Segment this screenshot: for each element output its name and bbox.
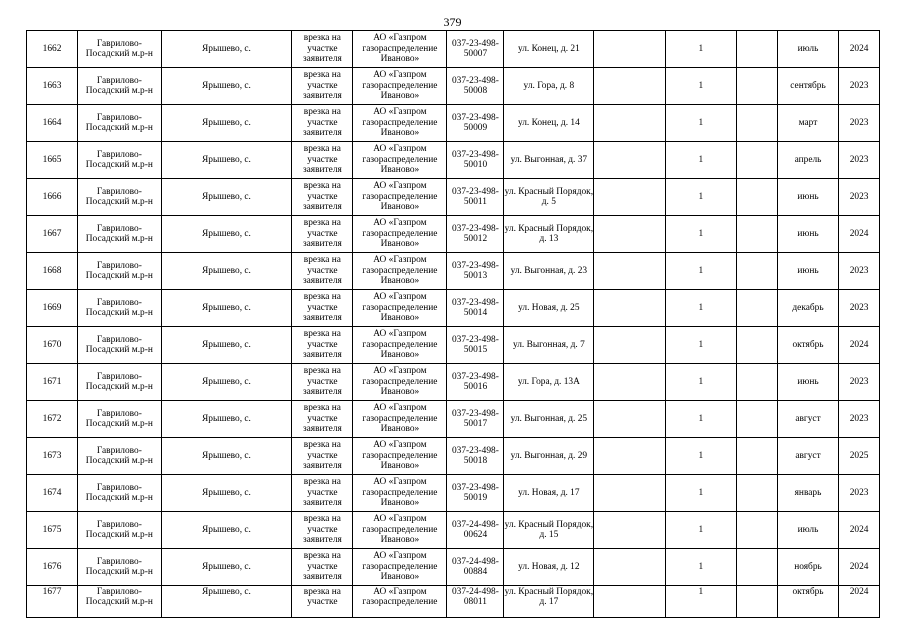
quantity-cell: 1: [665, 475, 736, 512]
empty-cell: [594, 364, 665, 401]
address-cell: ул. Новая, д. 12: [504, 549, 594, 586]
month-cell: октябрь: [777, 586, 838, 618]
table-body: [27, 31, 880, 618]
quantity-cell: 1: [665, 364, 736, 401]
settlement-cell: Ярышево, с.: [161, 31, 292, 68]
settlement-cell: Ярышево, с.: [161, 105, 292, 142]
row-number-cell: 1677: [27, 586, 78, 618]
address-cell: ул. Новая, д. 17: [504, 475, 594, 512]
year-cell: 2024: [839, 586, 880, 618]
settlement-cell: Ярышево, с.: [161, 401, 292, 438]
district-cell: Гаврилово-Посадский м.р-н: [78, 327, 162, 364]
settlement-cell: Ярышево, с.: [161, 216, 292, 253]
empty-cell: [594, 586, 665, 618]
empty-cell: [737, 475, 778, 512]
address-cell: ул. Красный Порядок, д. 15: [504, 512, 594, 549]
empty-cell: [737, 364, 778, 401]
object-code-cell: 037-23-498-50019: [447, 475, 504, 512]
empty-cell: [737, 31, 778, 68]
object-code-cell: 037-23-498-50017: [447, 401, 504, 438]
organization-cell: АО «Газпром газораспределение Иваново»: [353, 290, 447, 327]
object-code-cell: 037-23-498-50010: [447, 142, 504, 179]
organization-cell: АО «Газпром газораспределение Иваново»: [353, 549, 447, 586]
row-number-cell: 1676: [27, 549, 78, 586]
object-code-cell: 037-23-498-50014: [447, 290, 504, 327]
empty-cell: [594, 401, 665, 438]
row-number-cell: 1664: [27, 105, 78, 142]
month-cell: апрель: [777, 142, 838, 179]
work-type-cell: врезка на участке заявителя: [292, 179, 353, 216]
district-cell: Гаврилово-Посадский м.р-н: [78, 290, 162, 327]
organization-cell: АО «Газпром газораспределение Иваново»: [353, 401, 447, 438]
settlement-cell: Ярышево, с.: [161, 142, 292, 179]
work-type-cell: врезка на участке заявителя: [292, 31, 353, 68]
quantity-cell: 1: [665, 401, 736, 438]
row-number-cell: 1666: [27, 179, 78, 216]
empty-cell: [594, 68, 665, 105]
work-type-cell: врезка на участке заявителя: [292, 475, 353, 512]
quantity-cell: 1: [665, 438, 736, 475]
table-row: [27, 549, 880, 586]
district-cell: Гаврилово-Посадский м.р-н: [78, 364, 162, 401]
settlement-cell: Ярышево, с.: [161, 438, 292, 475]
district-cell: Гаврилово-Посадский м.р-н: [78, 475, 162, 512]
empty-cell: [594, 142, 665, 179]
organization-cell: АО «Газпром газораспределение Иваново»: [353, 179, 447, 216]
empty-cell: [594, 290, 665, 327]
empty-cell: [594, 253, 665, 290]
empty-cell: [737, 327, 778, 364]
empty-cell: [594, 216, 665, 253]
month-cell: октябрь: [777, 327, 838, 364]
empty-cell: [737, 253, 778, 290]
settlement-cell: Ярышево, с.: [161, 475, 292, 512]
work-type-cell: врезка на участке заявителя: [292, 512, 353, 549]
year-cell: 2023: [839, 290, 880, 327]
work-type-cell: врезка на участке заявителя: [292, 401, 353, 438]
object-code-cell: 037-23-498-50016: [447, 364, 504, 401]
work-type-cell: врезка на участке заявителя: [292, 253, 353, 290]
table-row: [27, 364, 880, 401]
year-cell: 2023: [839, 142, 880, 179]
year-cell: 2023: [839, 179, 880, 216]
quantity-cell: 1: [665, 31, 736, 68]
organization-cell: АО «Газпром газораспределение Иваново»: [353, 105, 447, 142]
district-cell: Гаврилово-Посадский м.р-н: [78, 512, 162, 549]
work-type-cell: врезка на участке заявителя: [292, 327, 353, 364]
district-cell: Гаврилово-Посадский м.р-н: [78, 105, 162, 142]
empty-cell: [594, 105, 665, 142]
quantity-cell: 1: [665, 512, 736, 549]
organization-cell: АО «Газпром газораспределение: [353, 586, 447, 618]
empty-cell: [737, 512, 778, 549]
address-cell: ул. Гора, д. 13А: [504, 364, 594, 401]
object-code-cell: 037-23-498-50012: [447, 216, 504, 253]
row-number-cell: 1671: [27, 364, 78, 401]
work-type-cell: врезка на участке: [292, 586, 353, 618]
year-cell: 2023: [839, 68, 880, 105]
month-cell: июнь: [777, 253, 838, 290]
organization-cell: АО «Газпром газораспределение Иваново»: [353, 475, 447, 512]
work-type-cell: врезка на участке заявителя: [292, 290, 353, 327]
address-cell: ул. Выгонная, д. 29: [504, 438, 594, 475]
empty-cell: [594, 475, 665, 512]
year-cell: 2025: [839, 438, 880, 475]
month-cell: июнь: [777, 364, 838, 401]
organization-cell: АО «Газпром газораспределение Иваново»: [353, 68, 447, 105]
table-row: [27, 327, 880, 364]
settlement-cell: Ярышево, с.: [161, 364, 292, 401]
empty-cell: [594, 179, 665, 216]
table-row: [27, 68, 880, 105]
table-row: [27, 253, 880, 290]
row-number-cell: 1663: [27, 68, 78, 105]
settlement-cell: Ярышево, с.: [161, 512, 292, 549]
row-number-cell: 1669: [27, 290, 78, 327]
organization-cell: АО «Газпром газораспределение Иваново»: [353, 253, 447, 290]
district-cell: Гаврилово-Посадский м.р-н: [78, 253, 162, 290]
work-type-cell: врезка на участке заявителя: [292, 68, 353, 105]
row-number-cell: 1667: [27, 216, 78, 253]
year-cell: 2023: [839, 253, 880, 290]
empty-cell: [737, 142, 778, 179]
work-type-cell: врезка на участке заявителя: [292, 364, 353, 401]
quantity-cell: 1: [665, 253, 736, 290]
year-cell: 2023: [839, 364, 880, 401]
empty-cell: [737, 105, 778, 142]
district-cell: Гаврилово-Посадский м.р-н: [78, 586, 162, 618]
address-cell: ул. Гора, д. 8: [504, 68, 594, 105]
district-cell: Гаврилово-Посадский м.р-н: [78, 31, 162, 68]
page-number: 379: [443, 15, 462, 29]
address-cell: ул. Выгонная, д. 25: [504, 401, 594, 438]
table-row: [27, 105, 880, 142]
empty-cell: [737, 68, 778, 105]
table-row: [27, 438, 880, 475]
empty-cell: [594, 327, 665, 364]
year-cell: 2023: [839, 475, 880, 512]
row-number-cell: 1673: [27, 438, 78, 475]
address-cell: ул. Новая, д. 25: [504, 290, 594, 327]
organization-cell: АО «Газпром газораспределение Иваново»: [353, 438, 447, 475]
object-code-cell: 037-23-498-50011: [447, 179, 504, 216]
object-code-cell: 037-23-498-50008: [447, 68, 504, 105]
object-code-cell: 037-23-498-50015: [447, 327, 504, 364]
work-type-cell: врезка на участке заявителя: [292, 549, 353, 586]
district-cell: Гаврилово-Посадский м.р-н: [78, 68, 162, 105]
organization-cell: АО «Газпром газораспределение Иваново»: [353, 142, 447, 179]
month-cell: август: [777, 401, 838, 438]
quantity-cell: 1: [665, 327, 736, 364]
address-cell: ул. Конец, д. 14: [504, 105, 594, 142]
organization-cell: АО «Газпром газораспределение Иваново»: [353, 216, 447, 253]
month-cell: январь: [777, 475, 838, 512]
settlement-cell: Ярышево, с.: [161, 179, 292, 216]
district-cell: Гаврилово-Посадский м.р-н: [78, 438, 162, 475]
organization-cell: АО «Газпром газораспределение Иваново»: [353, 364, 447, 401]
quantity-cell: 1: [665, 142, 736, 179]
month-cell: август: [777, 438, 838, 475]
empty-cell: [594, 549, 665, 586]
table-row: [27, 401, 880, 438]
year-cell: 2023: [839, 105, 880, 142]
settlement-cell: Ярышево, с.: [161, 586, 292, 618]
organization-cell: АО «Газпром газораспределение Иваново»: [353, 327, 447, 364]
year-cell: 2024: [839, 327, 880, 364]
settlement-cell: Ярышево, с.: [161, 253, 292, 290]
row-number-cell: 1670: [27, 327, 78, 364]
quantity-cell: 1: [665, 68, 736, 105]
empty-cell: [737, 438, 778, 475]
row-number-cell: 1668: [27, 253, 78, 290]
address-cell: ул. Выгонная, д. 37: [504, 142, 594, 179]
month-cell: ноябрь: [777, 549, 838, 586]
address-cell: ул. Выгонная, д. 7: [504, 327, 594, 364]
quantity-cell: 1: [665, 105, 736, 142]
empty-cell: [737, 401, 778, 438]
empty-cell: [737, 179, 778, 216]
year-cell: 2024: [839, 216, 880, 253]
district-cell: Гаврилово-Посадский м.р-н: [78, 216, 162, 253]
object-code-cell: 037-23-498-50018: [447, 438, 504, 475]
quantity-cell: 1: [665, 549, 736, 586]
year-cell: 2024: [839, 31, 880, 68]
object-code-cell: 037-23-498-50007: [447, 31, 504, 68]
settlement-cell: Ярышево, с.: [161, 327, 292, 364]
row-number-cell: 1675: [27, 512, 78, 549]
row-number-cell: 1662: [27, 31, 78, 68]
year-cell: 2023: [839, 401, 880, 438]
month-cell: март: [777, 105, 838, 142]
registry-table: [26, 30, 880, 618]
settlement-cell: Ярышево, с.: [161, 549, 292, 586]
settlement-cell: Ярышево, с.: [161, 290, 292, 327]
district-cell: Гаврилово-Посадский м.р-н: [78, 179, 162, 216]
table-row: [27, 290, 880, 327]
work-type-cell: врезка на участке заявителя: [292, 216, 353, 253]
table-row: [27, 216, 880, 253]
district-cell: Гаврилово-Посадский м.р-н: [78, 142, 162, 179]
address-cell: ул. Выгонная, д. 23: [504, 253, 594, 290]
quantity-cell: 1: [665, 290, 736, 327]
month-cell: июнь: [777, 216, 838, 253]
work-type-cell: врезка на участке заявителя: [292, 438, 353, 475]
organization-cell: АО «Газпром газораспределение Иваново»: [353, 31, 447, 68]
table-row: [27, 512, 880, 549]
empty-cell: [594, 512, 665, 549]
district-cell: Гаврилово-Посадский м.р-н: [78, 549, 162, 586]
table-row: [27, 475, 880, 512]
empty-cell: [737, 549, 778, 586]
district-cell: Гаврилово-Посадский м.р-н: [78, 401, 162, 438]
object-code-cell: 037-23-498-50013: [447, 253, 504, 290]
empty-cell: [737, 586, 778, 618]
row-number-cell: 1665: [27, 142, 78, 179]
month-cell: июнь: [777, 179, 838, 216]
quantity-cell: 1: [665, 586, 736, 618]
object-code-cell: 037-24-498-00884: [447, 549, 504, 586]
address-cell: ул. Конец, д. 21: [504, 31, 594, 68]
table-row: [27, 586, 880, 618]
empty-cell: [594, 438, 665, 475]
empty-cell: [737, 216, 778, 253]
object-code-cell: 037-23-498-50009: [447, 105, 504, 142]
quantity-cell: 1: [665, 179, 736, 216]
empty-cell: [594, 31, 665, 68]
organization-cell: АО «Газпром газораспределение Иваново»: [353, 512, 447, 549]
quantity-cell: 1: [665, 216, 736, 253]
object-code-cell: 037-24-498-00624: [447, 512, 504, 549]
month-cell: июль: [777, 31, 838, 68]
table-row: [27, 179, 880, 216]
work-type-cell: врезка на участке заявителя: [292, 142, 353, 179]
address-cell: ул. Красный Порядок, д. 13: [504, 216, 594, 253]
month-cell: июль: [777, 512, 838, 549]
month-cell: сентябрь: [777, 68, 838, 105]
year-cell: 2024: [839, 549, 880, 586]
table-row: [27, 142, 880, 179]
empty-cell: [737, 290, 778, 327]
work-type-cell: врезка на участке заявителя: [292, 105, 353, 142]
year-cell: 2024: [839, 512, 880, 549]
settlement-cell: Ярышево, с.: [161, 68, 292, 105]
row-number-cell: 1672: [27, 401, 78, 438]
row-number-cell: 1674: [27, 475, 78, 512]
object-code-cell: 037-24-498-08011: [447, 586, 504, 618]
address-cell: ул. Красный Порядок, д. 5: [504, 179, 594, 216]
address-cell: ул. Красный Порядок, д. 17: [504, 586, 594, 618]
table-row: [27, 31, 880, 68]
month-cell: декабрь: [777, 290, 838, 327]
